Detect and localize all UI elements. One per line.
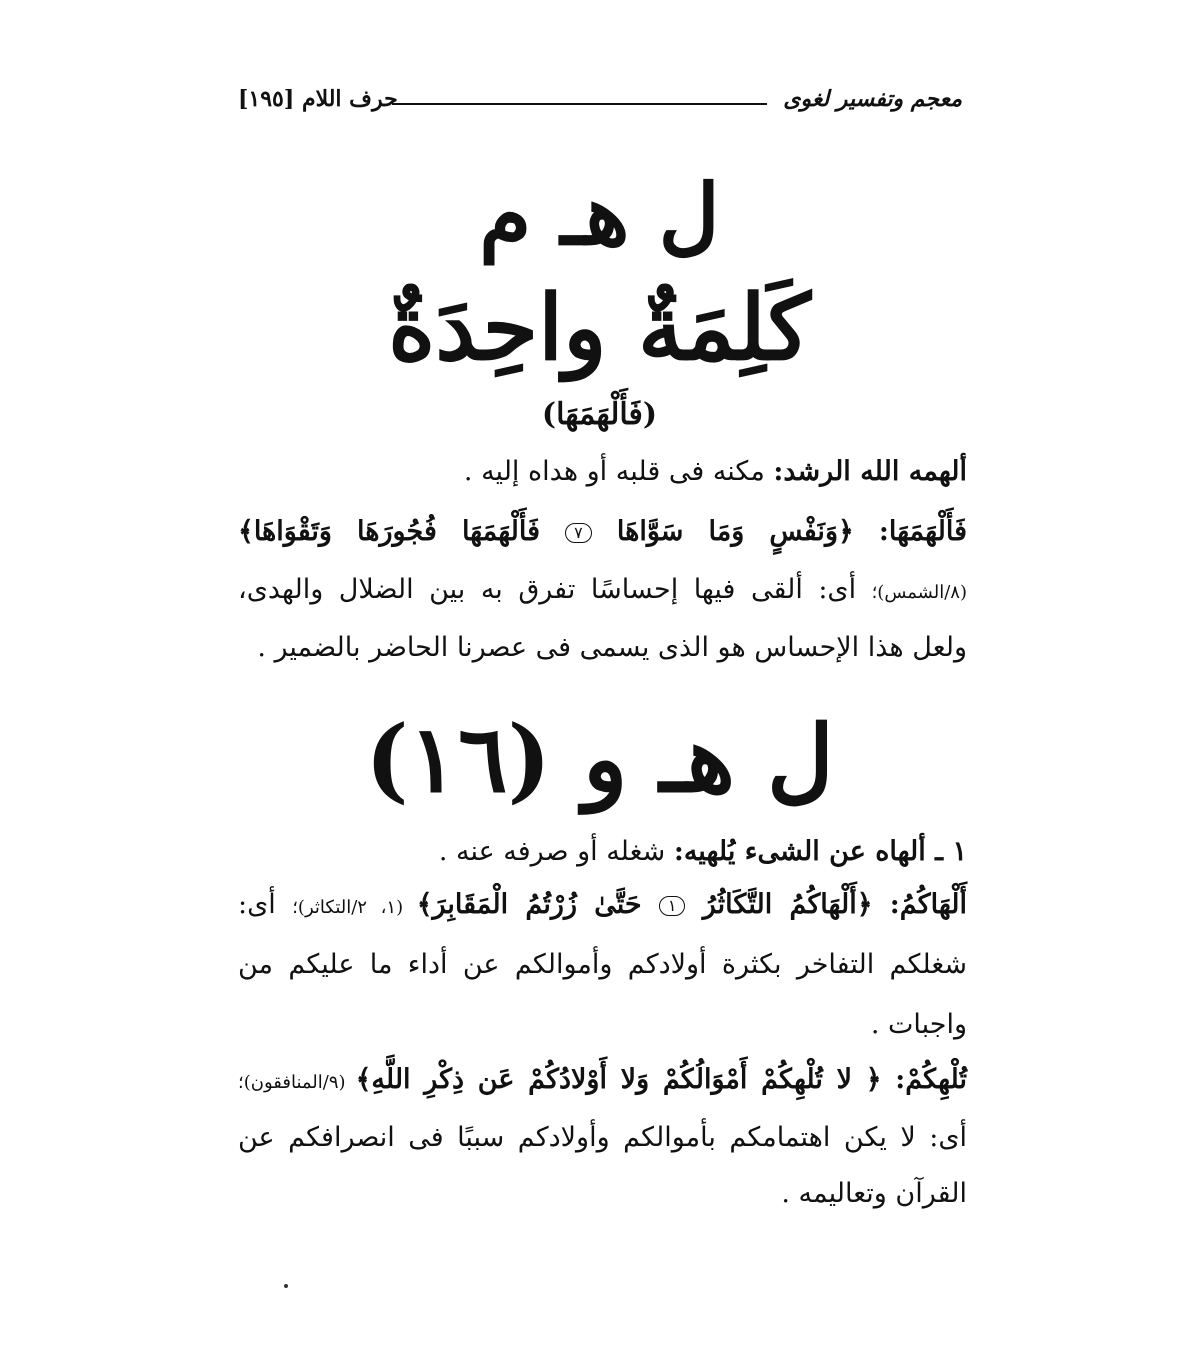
quran-quote-cont: حَتَّىٰ زُرْتُمُ الْمَقَابِرَ﴾ [416, 889, 659, 920]
entry1-line-1 [464, 452, 967, 492]
explanation: شغلكم التفاخر بكثرة أولادكم وأموالكم عن أداء ما عليكم من [238, 949, 967, 980]
surah-reference: (٩/المنافقون)؛ [238, 1072, 356, 1093]
quran-quote: ﴿ لا تُلْهِكُمْ أَمْوَالُكُمْ وَلا أَوْلادُكُمْ عَن ذِكْرِ اللَّهِ﴾ [355, 1064, 896, 1095]
quran-quote-cont: فَأَلْهَمَهَا فُجُورَهَا وَتَقْوَاهَا﴾ [238, 516, 566, 547]
header-rule [392, 103, 767, 105]
term: فَأَلْهَمَهَا: [878, 516, 967, 547]
explanation: القرآن وتعاليمه . [781, 1178, 967, 1209]
root-heading-lhm: ل هـ م [479, 165, 720, 264]
entry2-line-6 [238, 1118, 967, 1158]
quran-quote: ﴿وَنَفْسٍ وَمَا سَوَّاهَا [591, 516, 879, 547]
explanation: واجبات . [870, 1009, 967, 1040]
quran-quote: ﴿أَلْهَاكُمُ التَّكَاثُرُ [685, 889, 890, 920]
ayah-number-marker: ٧ [565, 523, 592, 543]
term: ١ ـ ألهاه عن الشىء يُلهيه: [673, 836, 967, 867]
speck [284, 1284, 288, 1288]
entry2-line-4 [871, 1005, 967, 1045]
entry-subheading: (فَأَلْهَمَهَا) [541, 397, 658, 432]
ayah-number-marker: ١ [659, 896, 686, 916]
explanation: أى: لا يكن اهتمامكم بأموالكم وأولادكم سببًا فى انصرافكم عن [238, 1122, 967, 1153]
term: تُلْهِكُمْ: [895, 1064, 967, 1095]
explanation-lead: أى: [238, 889, 293, 920]
running-header [238, 86, 962, 118]
entry2-line-5 [238, 1060, 967, 1103]
term: ألهمه الله الرشد: [773, 456, 967, 487]
explanation: ولعل هذا الإحساس هو الذى يسمى فى عصرنا الحاضر بالضمير . [257, 632, 967, 663]
definition: شغله أو صرفه عنه . [438, 836, 674, 867]
root-heading-lhw: ل هـ و (١٦) [365, 705, 834, 813]
entry2-line-7 [781, 1174, 967, 1214]
word-count-heading: كَلِمَةٌ واحِدَةٌ [388, 275, 811, 381]
entry2-line-1 [439, 832, 967, 872]
term: أَلْهَاكُمُ: [889, 889, 967, 920]
entry1-line-3 [238, 570, 967, 613]
definition: مكنه فى قلبه أو هداه إليه . [463, 456, 774, 487]
page-reference: حرف اللام [١٩٥] [238, 86, 398, 112]
book-title: معجم وتفسير لغوى [783, 86, 962, 112]
entry1-line-4 [257, 628, 967, 668]
surah-reference: (١، ٢/التكاثر)؛ [292, 897, 417, 918]
entry2-line-3 [238, 945, 967, 985]
surah-reference: (٨/الشمس)؛ [871, 582, 967, 603]
explanation: أى: ألقى فيها إحساسًا تفرق به بين الضلال والهدى، [238, 574, 872, 605]
entry1-line-2 [238, 512, 967, 552]
entry2-line-2 [238, 885, 967, 928]
